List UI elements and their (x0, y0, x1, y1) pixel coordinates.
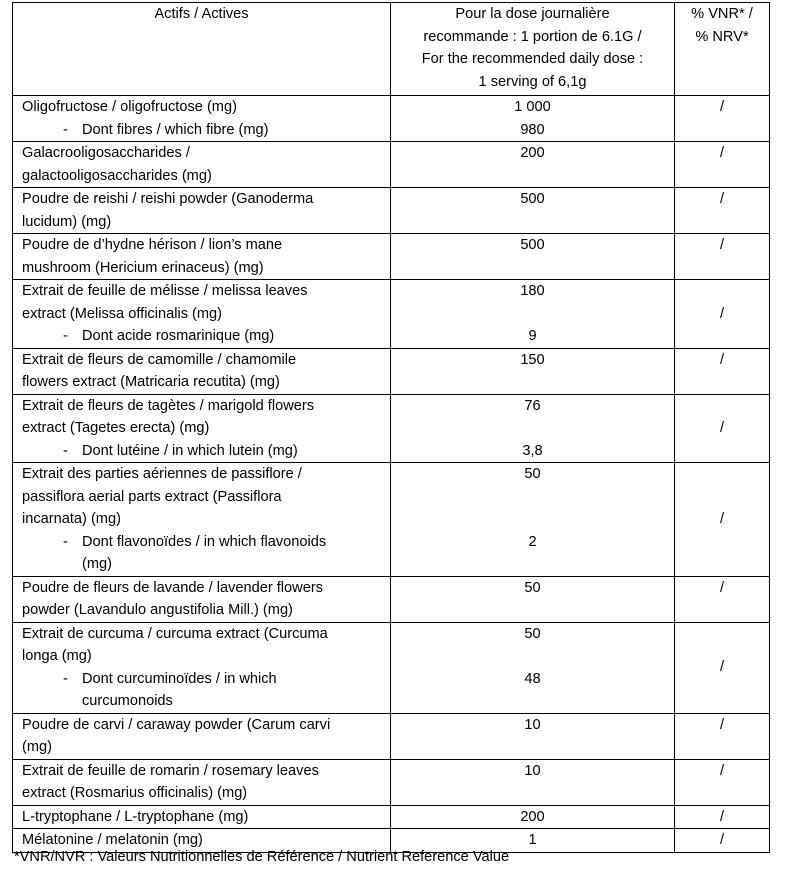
table-row (13, 96, 770, 142)
active-name-line: Extrait de curcuma / curcuma extract (Curcuma (22, 625, 328, 642)
footnote: *VNR/NVR : Valeurs Nutritionnelles de Référence / Nutrient Reference Value (14, 849, 510, 865)
active-name-line: Poudre de d’hydne hérison / lion’s mane (22, 237, 283, 253)
nrv-cell: / (675, 234, 770, 280)
nrv-cell: / (675, 759, 770, 805)
active-name-line: Mélatonine / melatonin (mg) (22, 832, 203, 848)
active-name-line: galactooligosaccharides (mg) (22, 167, 212, 184)
table-row (13, 805, 770, 829)
table-body (13, 96, 770, 853)
dash-bullet: - (63, 533, 68, 550)
active-name-cell (13, 142, 391, 188)
dose-cell (391, 280, 675, 349)
dash-bullet: - (63, 442, 68, 459)
dose-cell (391, 759, 675, 805)
active-name-cell (13, 96, 391, 142)
active-name-cell (13, 805, 391, 829)
dose-value: 200 (520, 808, 545, 825)
dose-value: 500 (520, 191, 545, 207)
dash-bullet: - (63, 670, 68, 687)
dash-bullet: - (63, 121, 68, 138)
header-actives-text: Actifs / Actives (154, 6, 249, 22)
dose-value: 9 (528, 328, 537, 344)
sub-item-line: Dont curcuminoïdes / in which (82, 670, 277, 687)
table-row (13, 622, 770, 713)
header-nrv-line: % NRV* (695, 28, 749, 45)
active-name-line: extract (Rosmarius officinalis) (mg) (22, 785, 248, 801)
header-dose-line: Pour la dose journalière (455, 6, 610, 22)
active-name-line: Poudre de reishi / reishi powder (Ganoderma (22, 191, 314, 207)
active-name-line: incarnata) (mg) (22, 511, 121, 527)
dose-value: 2 (528, 533, 537, 550)
dose-value: 10 (524, 762, 541, 779)
nrv-cell: / (675, 96, 770, 142)
dose-value (391, 645, 674, 668)
active-name-line: mushroom (Hericium erinaceus) (mg) (22, 259, 264, 276)
dose-value: 1 (528, 832, 537, 848)
sub-item-line: curcumonoids (82, 693, 173, 709)
header-row (13, 3, 770, 96)
active-name-cell (13, 622, 391, 713)
sub-item-text (82, 668, 386, 713)
dose-value: 150 (520, 351, 545, 368)
active-name-cell (13, 759, 391, 805)
dash-bullet: - (63, 328, 68, 344)
active-name-line: Extrait de feuille de romarin / rosemary leaves (22, 762, 319, 779)
active-name-line: flowers extract (Matricaria recutita) (mg) (22, 374, 280, 390)
active-name-line: Extrait des parties aériennes de passiflore / (22, 466, 302, 482)
nrv-cell: / (675, 576, 770, 622)
nrv-cell: / (675, 348, 770, 394)
dose-value: 50 (524, 579, 541, 596)
nrv-cell: / (675, 805, 770, 829)
active-name-line: powder (Lavandulo angustifolia Mill.) (mg) (22, 602, 293, 618)
header-dose-line: 1 serving of 6,1g (478, 73, 587, 90)
active-name-line: Extrait de fleurs de tagètes / marigold flowers (22, 397, 315, 414)
active-name-cell (13, 394, 391, 463)
dose-cell (391, 96, 675, 142)
header-dose (391, 3, 675, 96)
active-name-line: passiflora aerial parts extract (Passiflora (22, 488, 282, 505)
active-name-cell (13, 348, 391, 394)
dose-value (391, 303, 674, 326)
active-name-cell (13, 463, 391, 577)
active-name-line: L-tryptophane / L-tryptophane (mg) (22, 808, 249, 825)
dose-value: 1 000 (514, 99, 551, 115)
table-row (13, 280, 770, 349)
sub-item-line: Dont fibres / which fibre (mg) (82, 121, 269, 138)
active-name-line: extract (Melissa officinalis (mg) (22, 305, 223, 322)
active-name-cell (13, 234, 391, 280)
dose-cell (391, 142, 675, 188)
dose-value: 180 (520, 283, 545, 299)
active-name-line: Extrait de fleurs de camomille / chamomile (22, 351, 297, 368)
header-actives (13, 3, 391, 96)
sub-item-line: (mg) (82, 556, 112, 572)
sub-item (22, 440, 386, 463)
sub-item-line: Dont acide rosmarinique (mg) (82, 328, 275, 344)
table-row (13, 394, 770, 463)
nrv-cell: / (675, 280, 770, 349)
table-row (13, 234, 770, 280)
dose-value: 50 (524, 625, 541, 642)
active-name-cell (13, 280, 391, 349)
dose-value (391, 417, 674, 440)
active-name-cell (13, 576, 391, 622)
active-name-line: Poudre de fleurs de lavande / lavender flowers (22, 579, 323, 596)
sub-item (22, 119, 386, 142)
dose-cell (391, 622, 675, 713)
dose-cell (391, 394, 675, 463)
dose-cell (391, 805, 675, 829)
sub-item-text (82, 119, 386, 142)
nrv-cell: / (675, 713, 770, 759)
table-row (13, 348, 770, 394)
dose-value (391, 508, 674, 531)
dose-value: 980 (520, 121, 545, 138)
dose-value: 3,8 (522, 442, 543, 459)
active-name-line: Oligofructose / oligofructose (mg) (22, 99, 237, 115)
nrv-cell: / (675, 394, 770, 463)
dose-value: 50 (524, 466, 541, 482)
header-nrv (675, 3, 770, 96)
table-row (13, 759, 770, 805)
nrv-cell: / (675, 622, 770, 713)
nrv-cell: / (675, 463, 770, 577)
table-row (13, 576, 770, 622)
table-row (13, 713, 770, 759)
sub-item-text (82, 440, 386, 463)
dose-cell (391, 576, 675, 622)
dose-value (391, 486, 674, 509)
dose-cell (391, 713, 675, 759)
table-row (13, 463, 770, 577)
active-name-line: (mg) (22, 739, 52, 755)
header-nrv-line: % VNR* / (691, 6, 753, 22)
sub-item-line: Dont lutéine / in which lutein (mg) (82, 442, 298, 459)
table-row (13, 142, 770, 188)
active-name-line: lucidum) (mg) (22, 213, 112, 230)
active-name-line: Poudre de carvi / caraway powder (Carum carvi (22, 716, 331, 733)
active-name-cell (13, 188, 391, 234)
active-name-line: longa (mg) (22, 648, 92, 664)
nutrition-table (12, 2, 770, 853)
active-name-line: Extrait de feuille de mélisse / melissa leaves (22, 283, 308, 299)
sub-item-text (82, 325, 386, 348)
nrv-cell: / (675, 829, 770, 853)
dose-cell (391, 348, 675, 394)
nrv-cell: / (675, 188, 770, 234)
sub-item-text (82, 531, 386, 576)
sub-item (22, 325, 386, 348)
sub-item (22, 531, 386, 576)
dose-value: 76 (524, 397, 541, 414)
dose-value: 200 (520, 145, 545, 161)
header-dose-line: recommande : 1 portion de 6.1G / (423, 28, 642, 45)
table-row (13, 188, 770, 234)
dose-value: 10 (524, 716, 541, 733)
dose-cell (391, 234, 675, 280)
nrv-cell: / (675, 142, 770, 188)
dose-value: 500 (520, 237, 545, 253)
active-name-line: extract (Tagetes erecta) (mg) (22, 420, 210, 436)
sub-item (22, 668, 386, 713)
dose-cell (391, 188, 675, 234)
active-name-cell (13, 713, 391, 759)
dose-cell (391, 463, 675, 577)
header-dose-line: For the recommended daily dose : (421, 51, 644, 67)
active-name-line: Galacrooligosaccharides / (22, 145, 190, 161)
dose-value: 48 (524, 670, 541, 687)
sub-item-line: Dont flavonoïdes / in which flavonoids (82, 533, 327, 550)
